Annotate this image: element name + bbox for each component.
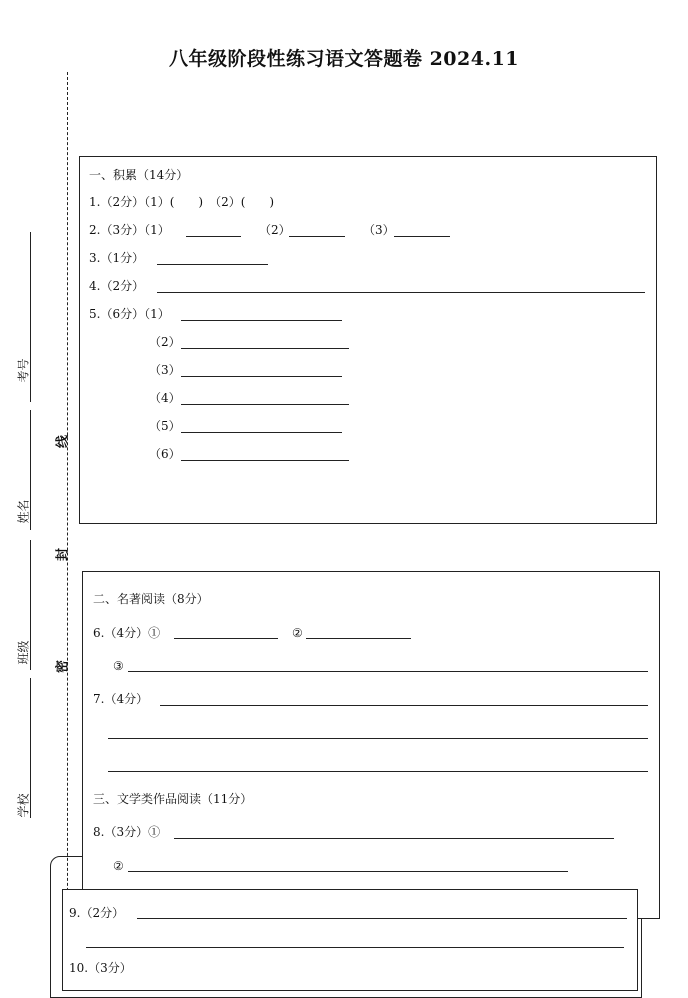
section1-header: 一、积累（14分）: [89, 168, 189, 182]
q5-blank-1[interactable]: [181, 320, 342, 321]
q5-blank-4[interactable]: [181, 404, 349, 405]
q8-text: 8.（3分）①: [93, 825, 161, 839]
q6-part3: ③: [113, 659, 124, 673]
q8-blank-1[interactable]: [174, 838, 614, 839]
q5-item-3: （3）: [149, 363, 181, 377]
q5-blank-3[interactable]: [181, 376, 342, 377]
q2-blank-1[interactable]: [186, 236, 241, 237]
xingming-label: 姓名: [16, 499, 31, 524]
q6-blank-2[interactable]: [306, 638, 411, 639]
section2-box: [82, 571, 660, 919]
q6-text: 6.（4分）①: [93, 626, 161, 640]
q8-blank-2[interactable]: [128, 871, 568, 872]
q6-part2: ②: [292, 626, 303, 640]
seal-xian: 线: [55, 435, 71, 449]
section3-box: [62, 889, 638, 991]
q5-item-4: （4）: [149, 391, 181, 405]
banji-label: 班级: [16, 640, 31, 665]
q5-item-2: （2）: [149, 335, 181, 349]
q4-text: 4.（2分）: [89, 279, 145, 293]
q2-blank-2[interactable]: [289, 236, 345, 237]
seal-mi: 密: [55, 660, 71, 674]
q5-blank-6[interactable]: [181, 460, 349, 461]
section2-header: 二、名著阅读（8分）: [93, 592, 209, 606]
q4-blank[interactable]: [157, 292, 645, 293]
xuexiao-label: 学校: [16, 793, 31, 818]
q5-blank-2[interactable]: [181, 348, 349, 349]
q2-text: 2.（3分）（1）: [89, 223, 170, 237]
q3-blank[interactable]: [157, 264, 268, 265]
q7-blank-1[interactable]: [160, 705, 648, 706]
q9-blank-1[interactable]: [137, 918, 627, 919]
q10-text: 10.（3分）: [69, 961, 132, 975]
q3-text: 3.（1分）: [89, 251, 145, 265]
seal-feng: 封: [55, 548, 71, 562]
q9-text: 9.（2分）: [69, 906, 125, 920]
q8-part2: ②: [113, 859, 124, 873]
page-title: 八年级阶段性练习语文答题卷 2024.11: [168, 48, 520, 70]
q7-blank-3[interactable]: [108, 771, 648, 772]
q7-blank-2[interactable]: [108, 738, 648, 739]
q7-text: 7.（4分）: [93, 692, 149, 706]
q9-blank-2[interactable]: [86, 947, 624, 948]
q6-blank-1[interactable]: [174, 638, 278, 639]
q5-text: 5.（6分）（1）: [89, 307, 170, 321]
kaohao-label: 考号: [16, 358, 31, 383]
q5-blank-5[interactable]: [181, 432, 342, 433]
q6-blank-3[interactable]: [128, 671, 648, 672]
section3-header: 三、文学类作品阅读（11分）: [93, 792, 253, 806]
q5-item-6: （6）: [149, 447, 181, 461]
q1-text: 1.（2分）（1）( ) （2）( ): [89, 195, 275, 209]
q2-part2: （2）: [259, 223, 291, 237]
q2-part3: （3）: [363, 223, 395, 237]
binding-dashed-line: [67, 72, 68, 971]
q5-item-5: （5）: [149, 419, 181, 433]
q2-blank-3[interactable]: [394, 236, 450, 237]
